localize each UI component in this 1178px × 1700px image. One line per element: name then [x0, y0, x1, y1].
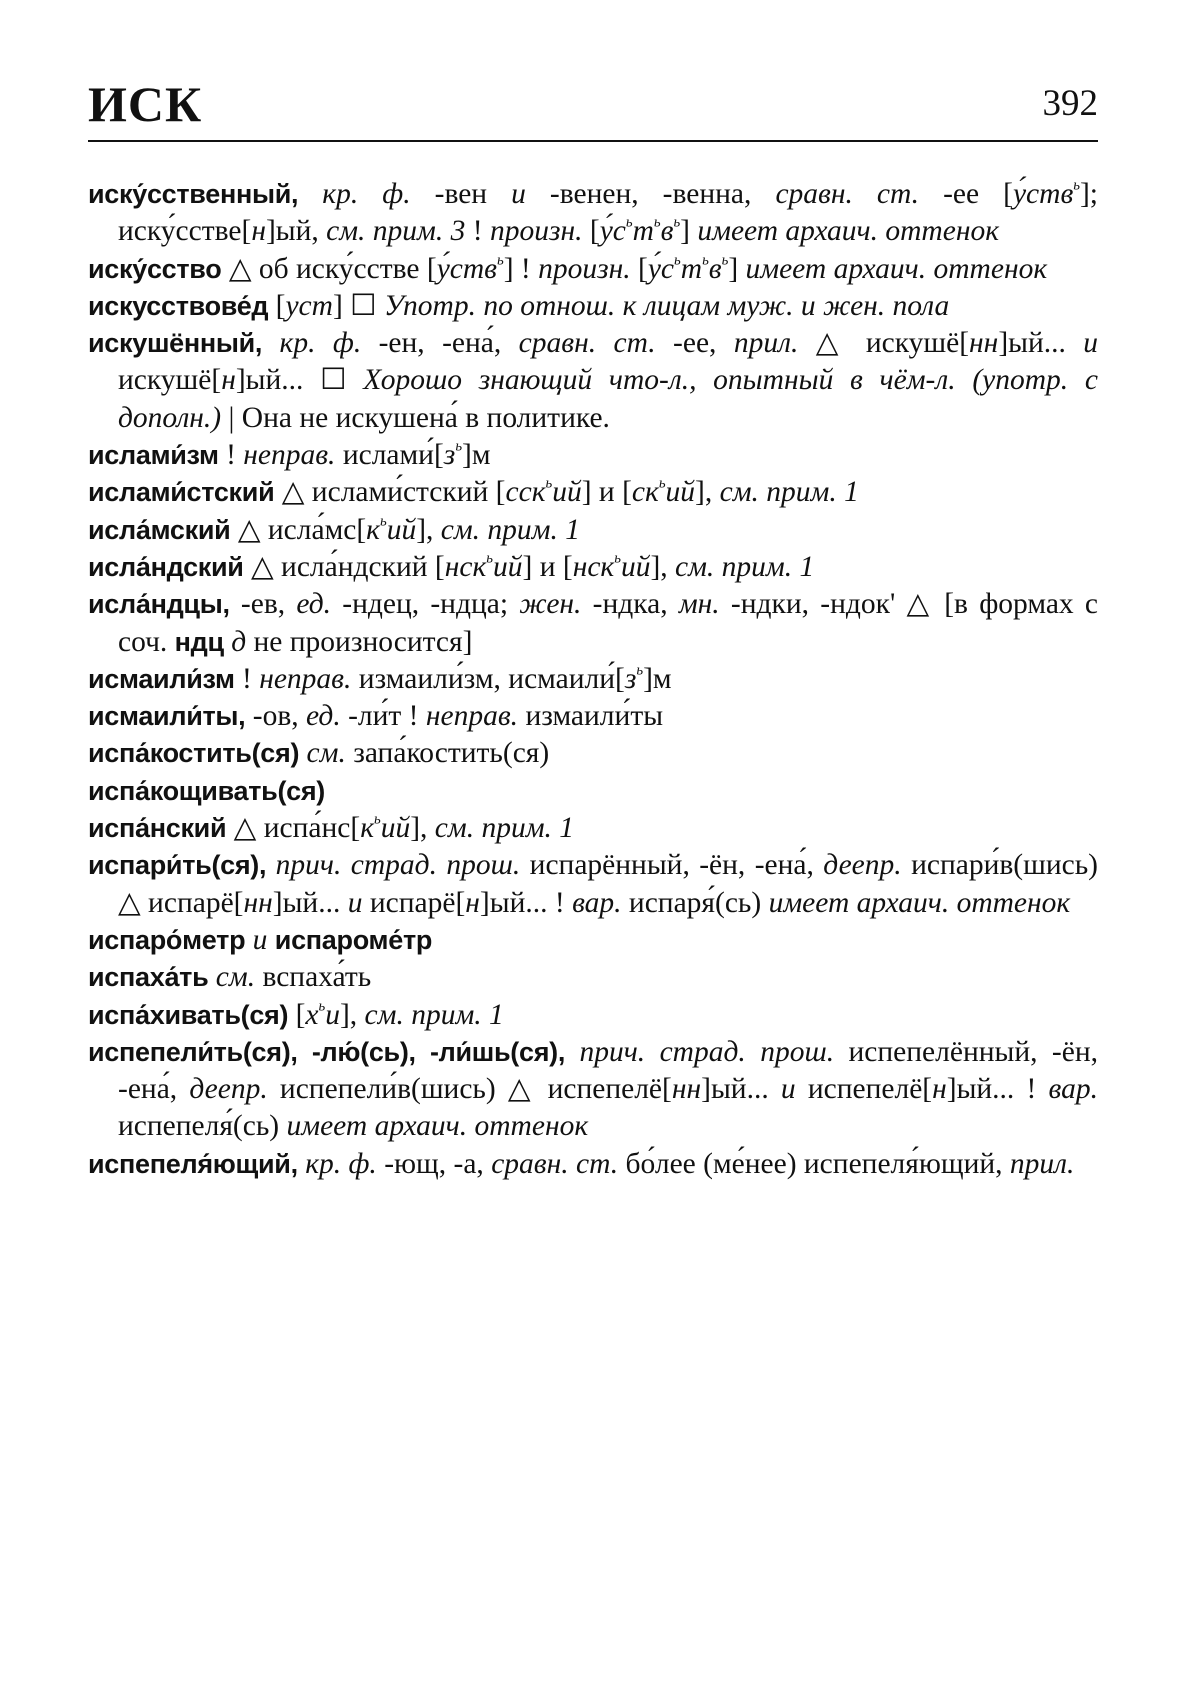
entry-text: △ ислами́стский [ [274, 476, 506, 509]
headword: испепели́ть(ся), -лю́(сь), -ли́шь(ся), [88, 1036, 566, 1067]
grammar-label: т [632, 215, 654, 248]
entry-text: ] [728, 252, 746, 285]
softness-mark: ь [625, 215, 633, 232]
softness-mark: ь [379, 513, 387, 530]
running-head: ИСК [88, 76, 203, 132]
grammar-label: см. прим. 1 [719, 476, 859, 509]
entry-text: измаили́ты [518, 700, 664, 733]
grammar-label: з [443, 439, 456, 472]
headword: исла́мский [88, 514, 231, 545]
dictionary-entry [88, 325, 1098, 437]
dictionary-entry [88, 288, 1098, 325]
grammar-label: деепр. [189, 1073, 268, 1106]
entry-text: -ов, [245, 700, 307, 733]
entry-text: -ев, [229, 588, 297, 621]
grammar-label: мн. [678, 588, 720, 621]
entry-text: ]ый... [701, 1073, 781, 1106]
entry-text: -ющ, -а, [376, 1147, 492, 1180]
grammar-label: н [221, 364, 236, 397]
grammar-label: деепр. [823, 849, 902, 882]
entry-text: ! [465, 215, 490, 248]
headword: испа́кощивать(ся) [88, 775, 326, 806]
grammar-label: нн [243, 886, 273, 919]
grammar-label: х [305, 998, 319, 1031]
entry-text: не произносится] [246, 625, 473, 658]
entry-text [565, 1036, 579, 1068]
grammar-label: прил. [733, 327, 799, 360]
grammar-label: у́с [599, 215, 626, 248]
grammar-label: у́с [647, 252, 675, 285]
grammar-label: произн. [489, 215, 583, 248]
grammar-label: сравн. ст. [491, 1147, 619, 1180]
headword: испа́нский [88, 813, 227, 844]
headword: исмаили́ты, [88, 701, 246, 732]
grammar-label: уст [285, 289, 333, 322]
grammar-label: и [252, 923, 268, 956]
entry-text: ] и [ [581, 476, 632, 509]
entry-text [262, 327, 279, 359]
headword: иску́сство [88, 253, 222, 284]
headword: исмаили́зм [88, 663, 235, 694]
grammar-label: прил. [1009, 1147, 1075, 1180]
grammar-label: ий [552, 476, 582, 509]
dictionary-entry [88, 586, 1098, 661]
entry-text: испепеля́(сь) [118, 1110, 287, 1143]
grammar-label: и [1083, 327, 1099, 360]
headword: искусствове́д [88, 290, 269, 321]
entry-text: -ен, -ена́, [361, 327, 519, 360]
grammar-label: у́ств [436, 252, 497, 285]
grammar-label: вар. [1048, 1073, 1098, 1106]
softness-mark: ь [653, 215, 661, 232]
entry-text: -ее [ [919, 178, 1013, 210]
entry-text: ] ! [503, 252, 539, 285]
entry-text: △ об иску́сстве [ [221, 252, 437, 285]
entry-text: △ исла́мс[ [230, 513, 367, 546]
dictionary-entry [88, 474, 1098, 511]
dictionary-entry [88, 549, 1098, 586]
headword: исла́ндский [88, 551, 244, 582]
entry-text: испарё[ [362, 886, 466, 919]
entry-text: ]ый... ! [479, 886, 573, 919]
entry-text [299, 737, 306, 769]
dictionary-entry [88, 1146, 1098, 1183]
entry-text: ]ый... ☐ [235, 364, 364, 397]
grammar-label: ий [380, 812, 411, 845]
entry-text: [ [582, 215, 600, 248]
dictionary-entry [88, 437, 1098, 474]
grammar-label: нск [572, 550, 615, 583]
softness-mark: ь [545, 476, 553, 493]
entry-text: -ли́т ! [340, 700, 426, 733]
grammar-label: в [660, 215, 674, 248]
grammar-label: имеет архаич. оттенок [286, 1110, 589, 1143]
grammar-label: ий [493, 550, 523, 583]
headword: испаро́метр [88, 924, 246, 955]
grammar-label: д [231, 625, 247, 658]
grammar-label: см. прим. 1 [440, 513, 581, 546]
entry-text: ], [416, 513, 441, 546]
entry-text: испепели́в(шись) △ испепелё[ [267, 1073, 672, 1106]
grammar-label: имеет архаич. оттенок [745, 252, 1048, 285]
softness-mark: ь [721, 252, 729, 269]
grammar-label: сск [505, 476, 546, 509]
softness-mark: ь [318, 998, 326, 1015]
headword: исла́ндцы, [88, 589, 230, 620]
grammar-label: н [465, 886, 480, 919]
headword: ислами́зм [88, 440, 219, 471]
grammar-label: сравн. ст. [775, 178, 920, 210]
headword: ислами́стский [88, 477, 275, 508]
entry-text: запа́костить(ся) [345, 737, 550, 770]
grammar-label: кр. ф. [322, 178, 411, 210]
grammar-label: см. прим. 1 [675, 550, 815, 583]
dictionary-entry [88, 959, 1098, 996]
entry-text: искушё[ [118, 364, 222, 397]
headword: испароме́тр [274, 924, 433, 955]
entry-text: ]ый... ! [946, 1073, 1049, 1106]
grammar-label: Хорошо знающий что-л., опытный в чём-л. (употр. с дополн.) [118, 364, 1098, 434]
entry-text: бо́лее (ме́нее) испепеля́ющий, [618, 1147, 1010, 1180]
grammar-label: см. прим. 1 [364, 998, 504, 1031]
entry-text: ]ый... [998, 327, 1084, 360]
grammar-label: ий [386, 513, 417, 546]
grammar-label: см. [215, 961, 256, 994]
entry-text: ] и [ [522, 550, 573, 583]
softness-mark: ь [496, 252, 504, 269]
entry-text [298, 178, 322, 210]
grammar-label: нн [671, 1073, 702, 1106]
entry-text: -вен [410, 178, 512, 210]
entry-text: | Она не искушена́ в политике. [221, 401, 610, 434]
entry-text: ] [680, 215, 698, 248]
grammar-label: н [932, 1073, 947, 1106]
entry-text [245, 924, 252, 956]
grammar-label: сравн. ст. [518, 327, 656, 360]
grammar-label: в [708, 252, 722, 285]
grammar-label: жен. [519, 588, 582, 621]
entry-text: измаили́зм, исмаили́[ [351, 662, 625, 695]
grammar-label: к [366, 513, 380, 546]
entry-text: испари́в(шись) △ испарё[ [118, 849, 1098, 919]
headword: испепеля́ющий, [88, 1148, 298, 1179]
entry-text: ислами́[ [335, 439, 444, 472]
grammar-label: и [347, 886, 363, 919]
entry-text: △ искушё[ [798, 327, 970, 360]
softness-mark: ь [614, 550, 621, 567]
grammar-label: нск [444, 550, 487, 583]
headword: испари́ть(ся), [88, 850, 267, 881]
grammar-label: и [325, 998, 340, 1031]
entry-text: △ исла́ндский [ [243, 550, 445, 583]
page-number: 392 [1042, 83, 1098, 124]
grammar-label: см. прим. 1 [434, 812, 575, 845]
entry-text: ! [234, 662, 260, 695]
softness-mark: ь [1073, 177, 1080, 194]
headword: иску́сственный, [88, 179, 299, 209]
dictionary-entry [88, 698, 1098, 735]
entry-text: ]ый... [272, 886, 348, 919]
entry-text: -ндец, -ндца; [331, 588, 520, 621]
softness-mark: ь [486, 550, 493, 567]
page-header [88, 76, 1098, 142]
grammar-label: произн. [538, 252, 631, 285]
grammar-label: и [780, 1073, 796, 1106]
headword: испаха́ть [88, 962, 209, 993]
grammar-label: и [511, 178, 526, 210]
entry-text: ] ☐ [332, 289, 384, 322]
dictionary-entry [88, 810, 1098, 847]
dictionary-entry [88, 922, 1098, 959]
dictionary-entry [88, 735, 1098, 772]
dictionary-entry [88, 251, 1098, 288]
entry-text: -венен, -венна, [525, 178, 776, 210]
softness-mark: ь [658, 476, 666, 493]
entry-text: испарённый, -ён, -ена́, [520, 849, 824, 882]
entry-text: ], [695, 476, 720, 509]
grammar-label: см. прим. 3 [326, 215, 466, 248]
grammar-label: ск [631, 476, 659, 509]
grammar-label: н [251, 215, 266, 248]
entry-text [208, 961, 215, 993]
grammar-label: см. [306, 737, 346, 770]
dictionary-entry [88, 773, 1098, 810]
entry-text: -ее, [655, 327, 734, 360]
entry-text: испепелённый, -ён, -ена́, [118, 1035, 1099, 1106]
grammar-label: имеет архаич. оттенок [768, 886, 1071, 919]
entry-text: [ [268, 289, 286, 322]
entry-text: [ [630, 252, 648, 285]
grammar-label: прич. страд. прош. [579, 1035, 835, 1068]
headword: искушённый, [88, 328, 263, 359]
grammar-label: ед. [306, 700, 341, 733]
softness-mark: ь [673, 215, 681, 232]
grammar-label: прич. страд. прош. [275, 849, 521, 882]
entry-text: вспаха́ть [255, 961, 372, 994]
grammar-label: вар. [572, 886, 622, 919]
dictionary-entries [88, 176, 1098, 1183]
grammar-label: Употр. по отнош. к лицам муж. и жен. пола [384, 289, 950, 322]
softness-mark: ь [374, 811, 381, 828]
entry-text [267, 924, 274, 956]
entry-text: ! [218, 439, 244, 472]
grammar-label: неправ. [425, 700, 519, 733]
softness-mark: ь [455, 438, 463, 455]
grammar-label: ед. [296, 588, 332, 621]
dictionary-entry [88, 1034, 1098, 1146]
grammar-label: т [680, 252, 703, 285]
headword: испа́костить(ся) [88, 738, 300, 769]
dictionary-entry [88, 512, 1098, 549]
grammar-label: з [624, 662, 637, 695]
grammar-label: ий [665, 476, 696, 509]
softness-mark: ь [702, 252, 709, 269]
dictionary-entry [88, 847, 1098, 922]
entry-text: ]м [462, 439, 491, 472]
headword: ндц [174, 626, 224, 657]
grammar-label: кр. ф. [305, 1147, 377, 1180]
grammar-label: неправ. [243, 439, 336, 472]
grammar-label: имеет архаич. оттенок [697, 215, 1000, 248]
entry-text: ], [410, 812, 435, 845]
grammar-label: у́ств [1012, 178, 1074, 210]
entry-text: -ндка, [581, 588, 679, 621]
entry-text: ], [339, 998, 365, 1031]
entry-text: испепелё[ [795, 1073, 933, 1106]
grammar-label: нн [969, 327, 999, 360]
entry-text: ], [650, 550, 676, 583]
grammar-label: кр. ф. [279, 327, 362, 360]
entry-text: [ [288, 998, 306, 1031]
entry-text: испаря́(сь) [621, 886, 769, 919]
softness-mark: ь [674, 252, 681, 269]
grammar-label: к [360, 812, 374, 845]
dictionary-entry [88, 997, 1098, 1034]
entry-text: △ испа́нс[ [226, 812, 361, 845]
entry-text [266, 849, 275, 881]
entry-text: ]м [643, 662, 672, 695]
entry-text: -ндки, -ндок' △ [в формах с соч. [118, 588, 1098, 658]
entry-text: ]ый, [265, 215, 327, 248]
grammar-label: неправ. [259, 662, 352, 695]
entry-text: ]; иску́сстве[ [118, 178, 1098, 248]
softness-mark: ь [636, 662, 644, 679]
dictionary-entry [88, 661, 1098, 698]
grammar-label: ий [620, 550, 651, 583]
headword: испа́хивать(ся) [88, 999, 289, 1030]
dictionary-entry [88, 176, 1098, 251]
